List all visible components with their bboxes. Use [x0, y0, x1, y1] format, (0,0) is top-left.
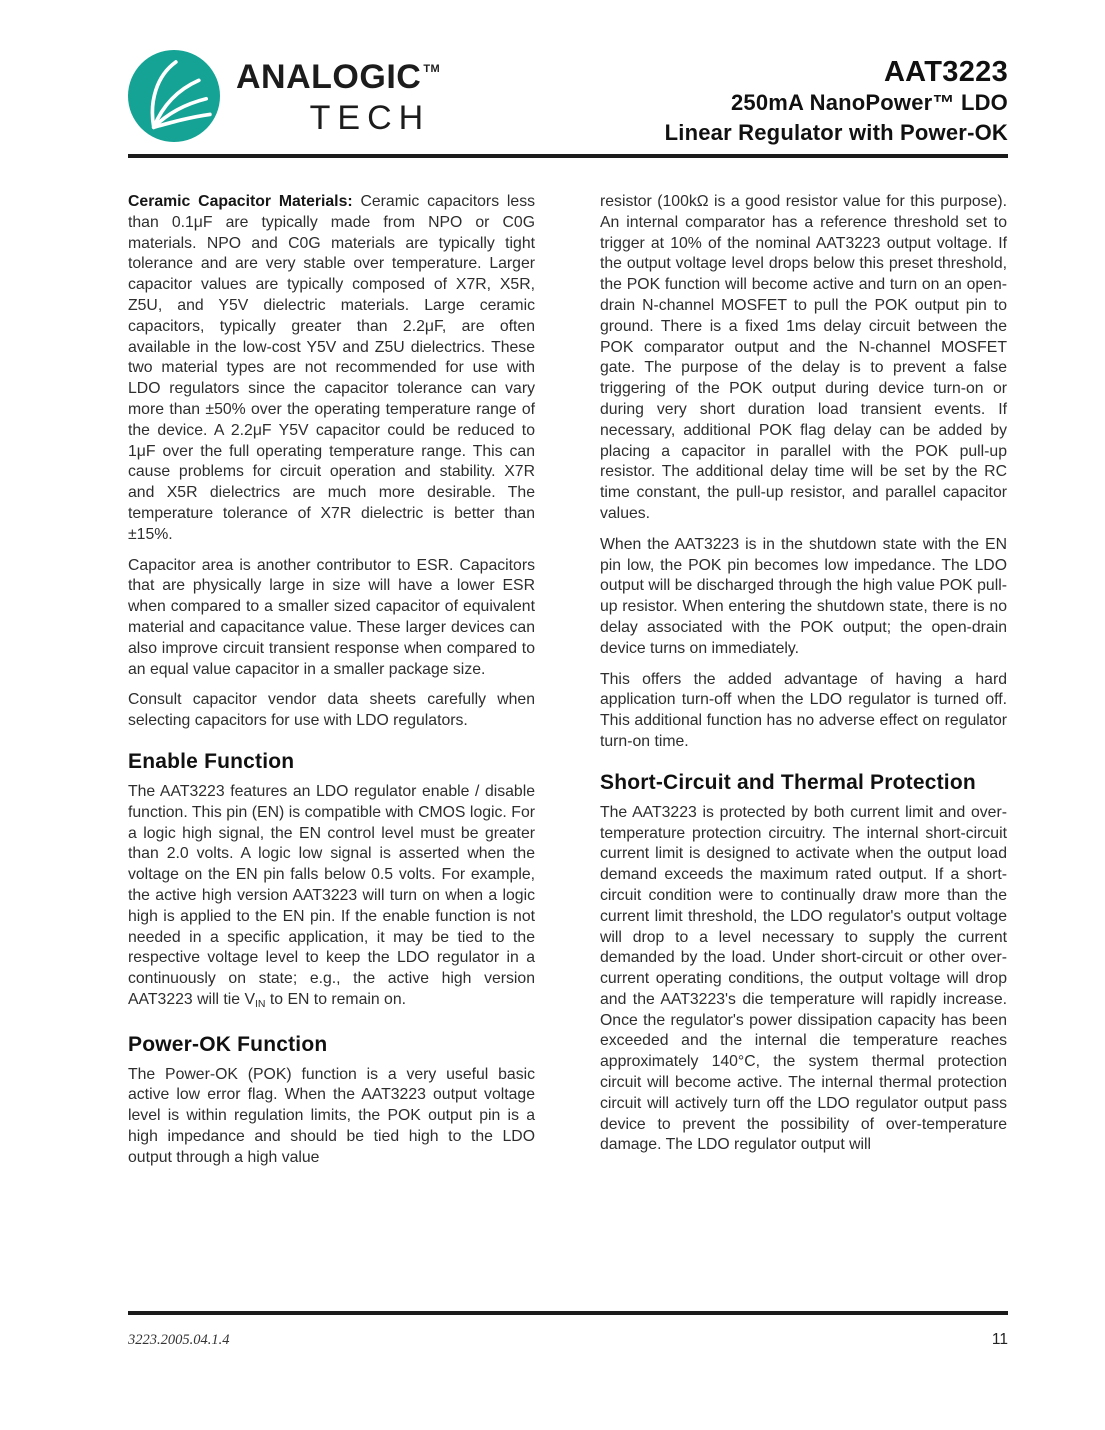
heading-power-ok-function: Power-OK Function: [128, 1032, 328, 1056]
body-content: [0, 158, 1105, 1179]
document-code: 3223.2005.04.1.4: [128, 1332, 230, 1348]
product-title: AAT3223: [883, 56, 1008, 88]
ceramic-lead-in: Ceramic Capacitor Materials:: [128, 193, 353, 210]
heading-enable-function: Enable Function: [128, 749, 295, 773]
page-header: [0, 0, 1105, 148]
heading-short-circuit-thermal: Short-Circuit and Thermal Protection: [600, 770, 976, 794]
right-column: [600, 192, 1007, 1179]
paragraph-enable-function: [128, 782, 535, 1015]
paragraph-capacitor-esr: Capacitor area is another contributor to ESR. Capacitors that are physically large in size will have a lower ESR when compared to a smaller sized capacitor of equivalent material and capacitance value. These larger devices can also improve circuit transient response when compared to an equal value capacitor in a smaller package size.: [128, 556, 535, 678]
paragraph-shutdown-state: When the AAT3223 is in the shutdown state with the EN pin low, the POK pin becomes low impedance. The LDO output will be discharged through the high value POK pull-up resistor. When entering the shutdown state, there is no delay associated with the POK output; the open-drain device turns on immediately.: [600, 535, 1007, 657]
brand-wordmark: [236, 50, 441, 137]
enable-text-post: to EN to remain on.: [265, 990, 406, 1008]
company-logo: [128, 50, 441, 142]
product-subtitle-line1: 250mA NanoPower™ LDO: [730, 90, 1008, 115]
paragraph-ceramic-capacitor: [128, 192, 535, 546]
trademark-symbol: TM: [423, 63, 441, 75]
vin-subscript: IN: [255, 997, 266, 1010]
paragraph-protection: The AAT3223 is protected by both current limit and over-temperature protection circuitry. The internal short-circuit current limit is designed to activate when the output load demand exceeds the maximum rated output. If a short-circuit condition were to continually draw more than the current limit threshold, the LDO regulator's output voltage will drop to a level necessary to supply the current demanded by the load. Under short-circuit or other over-current operating conditions, the output voltage will drop and the AAT3223's die temperature will rapidly increase. Once the regulator's power dissipation capacity has been exceeded and the internal die temperature reaches approximately 140°C, the system thermal protection circuit will become active. The internal thermal protection circuit will actively turn off the LDO regulator output pass device to prevent the possibility of over-temperature damage. The LDO regulator output will: [600, 803, 1007, 1154]
leaf-logo-icon: [128, 50, 220, 142]
ceramic-body-text: Ceramic capacitors less than 0.1μF are typically made from NPO or C0G materials. NPO and C0G materials are typically tight tolerance and are very stable over temperature. Larger capacitor values are typically composed of X7R, X5R, Z5U, and Y5V dielectric materials. Large ceramic capacitors, typically greater than 2.2μF, are often available in the low-cost Y5V and Z5U dielectrics. These two material types are not recommended for use with LDO regulators since the capacitor tolerance can vary more than ±50% over the operating temperature range of the device. A 2.2μF Y5V capacitor could be reduced to 1μF over the full operating temperature range. This can cause problems for circuit operation and stability. X7R and X5R dielectrics are much more desirable. The temperature tolerance of X7R dielectric is better than ±15%.: [128, 193, 536, 543]
paragraph-power-ok-continued: resistor (100kΩ is a good resistor value for this purpose). An internal comparator has a reference threshold set to trigger at 10% of the nominal AAT3223 output voltage. If the output voltage level drops below this preset threshold, the POK function will become active and turn on an open-drain N-channel MOSFET to pull the POK output pin to ground. There is a fixed 1ms delay circuit between the POK comparator output and the N-channel MOSFET gate. The purpose of the delay is to prevent a false triggering of the POK output during device turn-on or during very short duration load transient events. If necessary, additional POK flag delay can be added by placing a capacitor in parallel with the POK pull-up resistor. The additional delay time will be set by the RC time constant, the pull-up resistor, and parallel capacitor values.: [600, 193, 1007, 522]
enable-text-pre: The AAT3223 features an LDO regulator enable / disable function. This pin (EN) is compatible with CMOS logic. For a logic high signal, the EN control level must be greater than 2.0 volts. A logic low signal is asserted when the voltage on the EN pin falls below 0.5 volts. For example, the active high version AAT3223 will turn on when a logic high is applied to the EN pin. If the enable function is not needed in a specific application, it may be tied to the respective voltage level to keep the LDO regulator in a continuously on state; e.g., the active high version AAT3223 will tie V: [128, 782, 535, 1008]
footer-rule: [128, 1311, 1008, 1315]
page-footer: [128, 1311, 1008, 1349]
brand-name-analogic: ANALOGIC ™: [236, 58, 441, 96]
footer-row: [128, 1331, 1008, 1349]
paragraph-power-ok: The Power-OK (POK) function is a very useful basic active low error flag. When the AAT3223 output voltage level is within regulation limits, the POK output pin is a high impedance and should be tied high to the LDO output through a high value: [128, 1065, 535, 1166]
left-column: [128, 192, 535, 1179]
paragraph-hard-turnoff: This offers the added advantage of having a hard application turn-off when the LDO regulator is turned off. This additional function has no adverse effect on regulator turn-on time.: [600, 670, 1007, 750]
paragraph-consult-vendor: Consult capacitor vendor data sheets carefully when selecting capacitors for use with LDO regulators.: [128, 691, 535, 730]
document-title-block: [665, 50, 1008, 148]
product-subtitle-line2: Linear Regulator with Power-OK: [664, 120, 1008, 145]
brand-name-tech: TECH: [309, 99, 431, 137]
page-number: 11: [991, 1331, 1008, 1348]
